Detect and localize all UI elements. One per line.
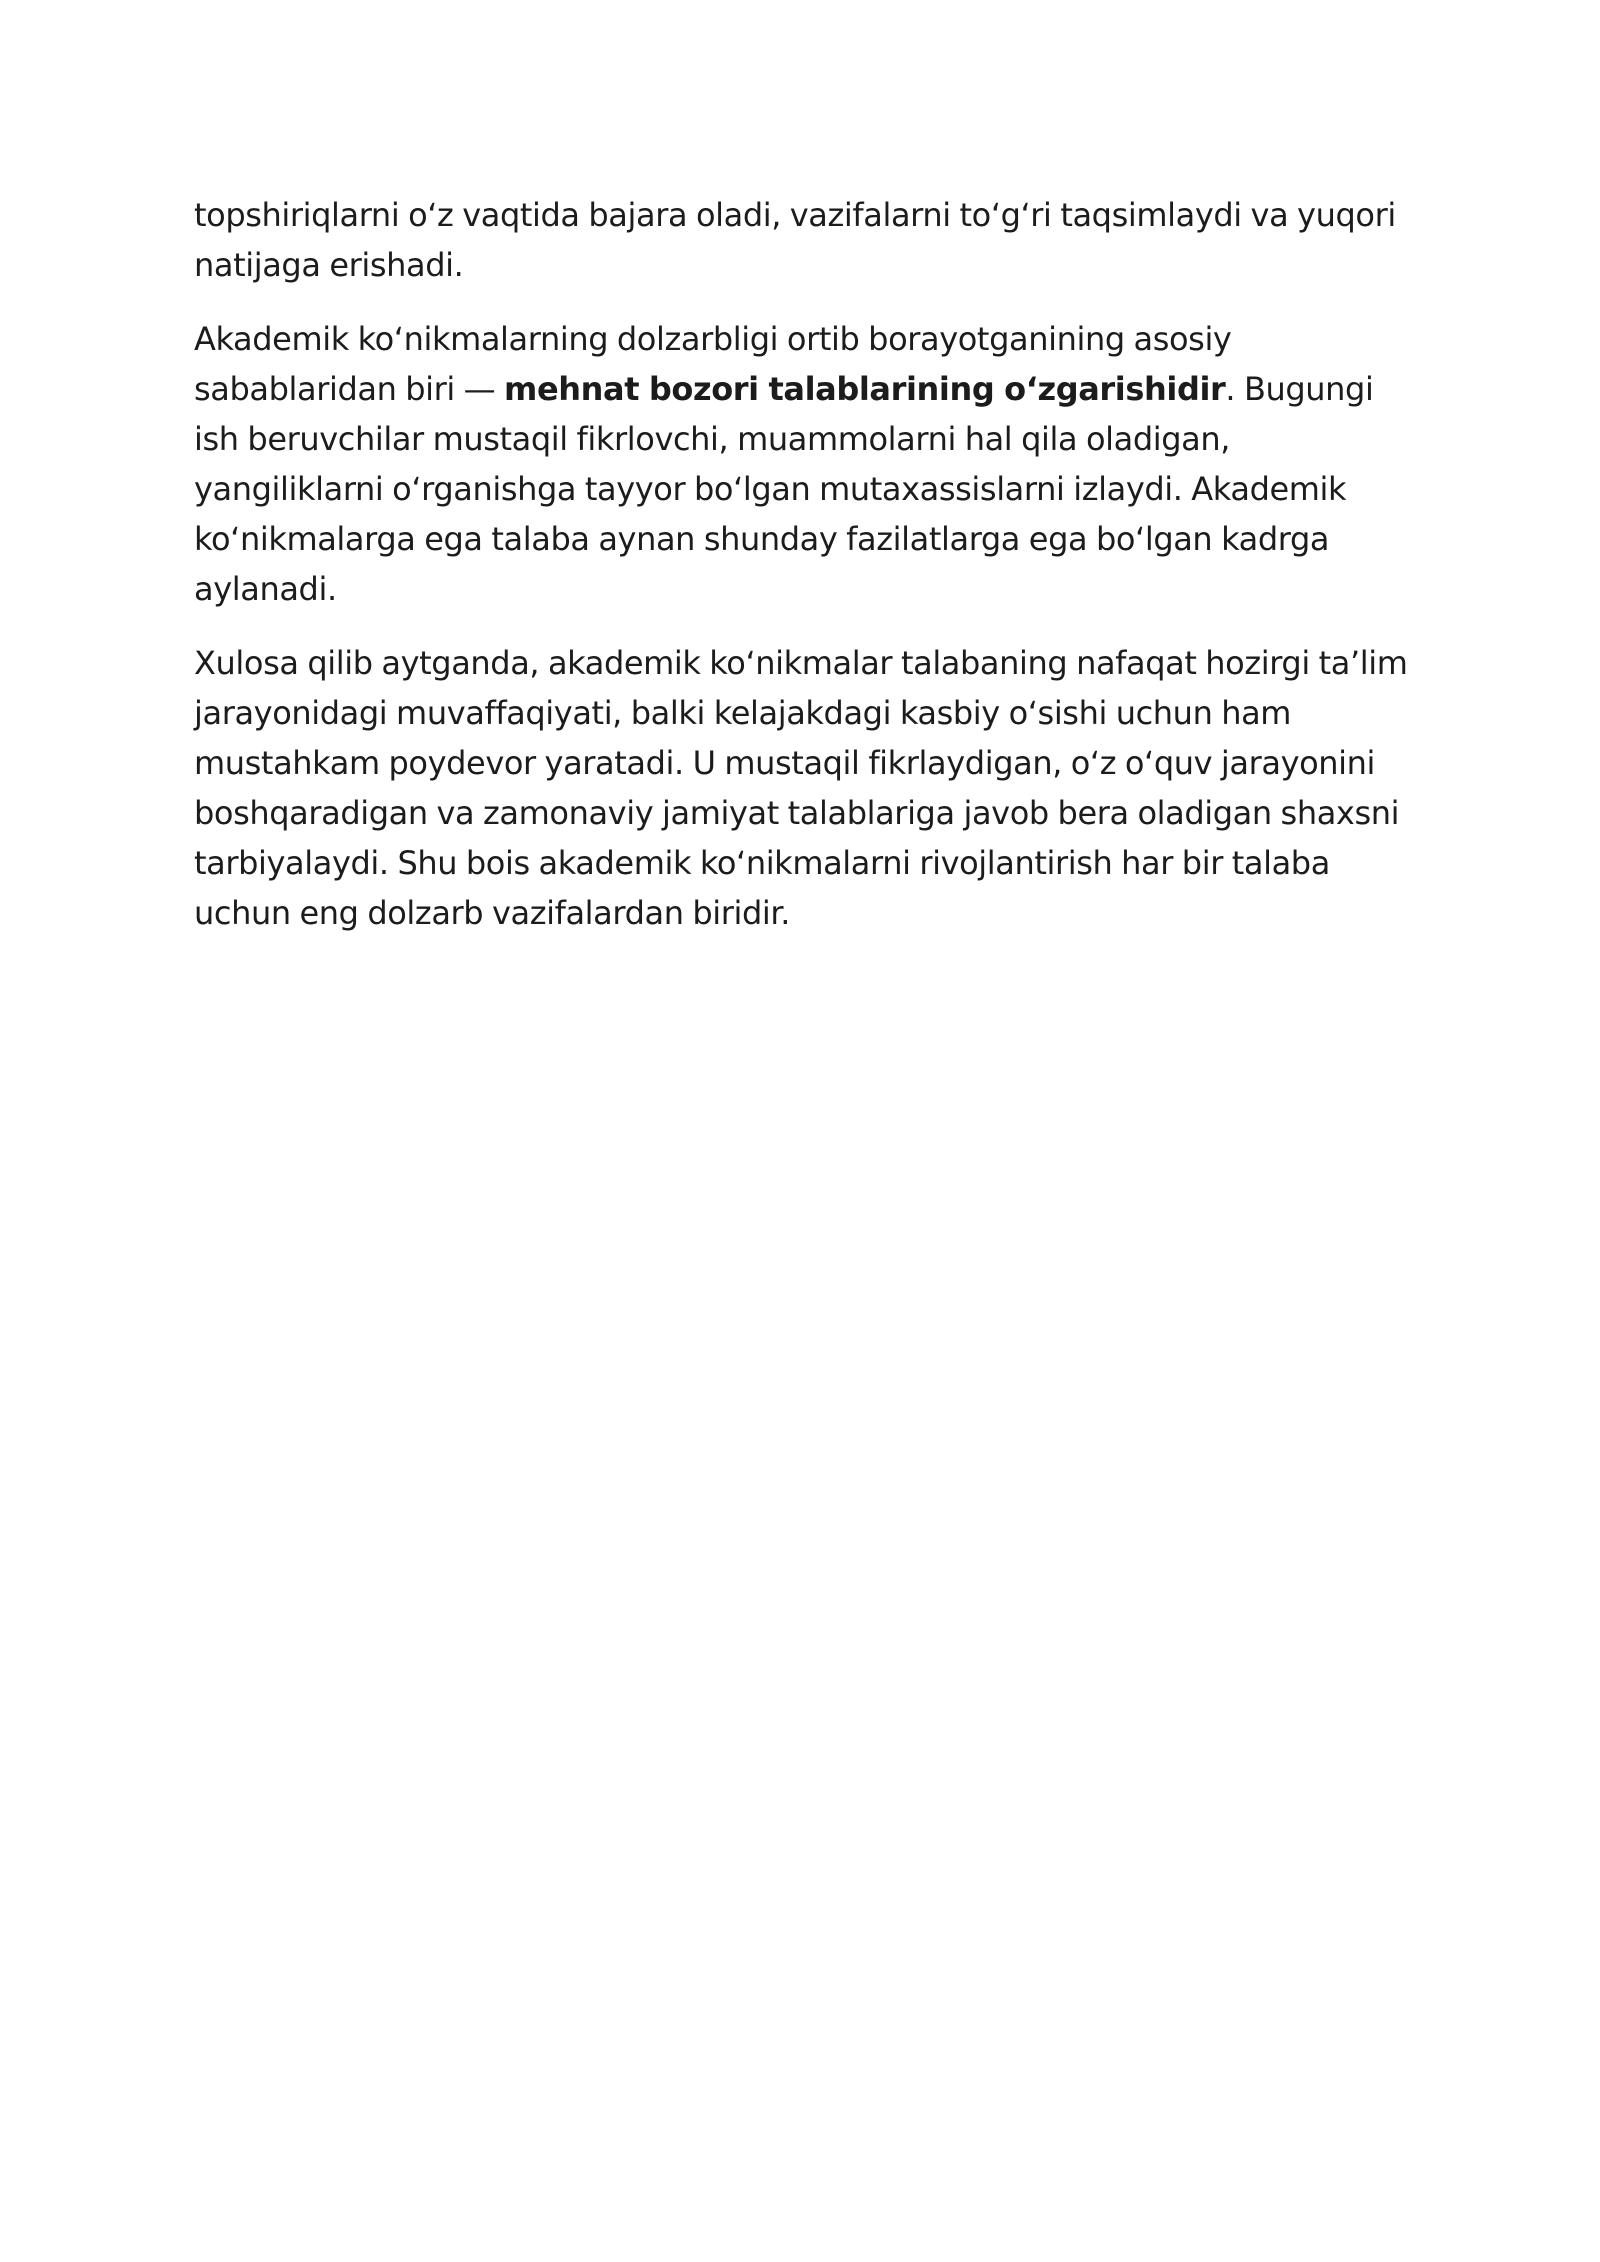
paragraph-1 [194,190,1410,290]
paragraph-2-bold-phrase: mehnat bozori talablarining oʻzgarishidir [504,370,1226,408]
paragraph-2 [194,314,1410,614]
paragraph-3-text: Xulosa qilib aytganda, akademik koʻnikmalar talabaning nafaqat hozirgi ta’lim jarayonidagi muvaffaqiyati, balki kelajakdagi kasbiy oʻsishi uchun ham mustahkam poydevor yaratadi. U mustaqil fikrlaydigan, oʻz oʻquv jarayonini boshqaradigan va zamonaviy jamiyat talablariga javob bera oladigan shaxsni tarbiyalaydi. Shu bois akademik koʻnikmalarni rivojlantirish har bir talaba uchun eng dolzarb vazifalardan biridir. [194,644,1408,932]
paragraph-2-text-before: Akademik koʻnikmalarning dolzarbligi ortib borayotganining asosiy sabablaridan biri — [194,320,1232,408]
paragraph-3 [194,638,1410,938]
paragraph-1-text: topshiriqlarni oʻz vaqtida bajara oladi, vazifalarni toʻgʻri taqsimlaydi va yuqori natijaga erishadi. [194,196,1396,284]
paragraph-2-text-after: . Bugungi ish beruvchilar mustaqil fikrlovchi, muammolarni hal qila oladigan, yangiliklarni oʻrganishga tayyor boʻlgan mutaxassislarni izlaydi. Akademik koʻnikmalarga ega talaba aynan shunday fazilatlarga ega boʻlgan kadrga aylanadi. [194,370,1374,608]
